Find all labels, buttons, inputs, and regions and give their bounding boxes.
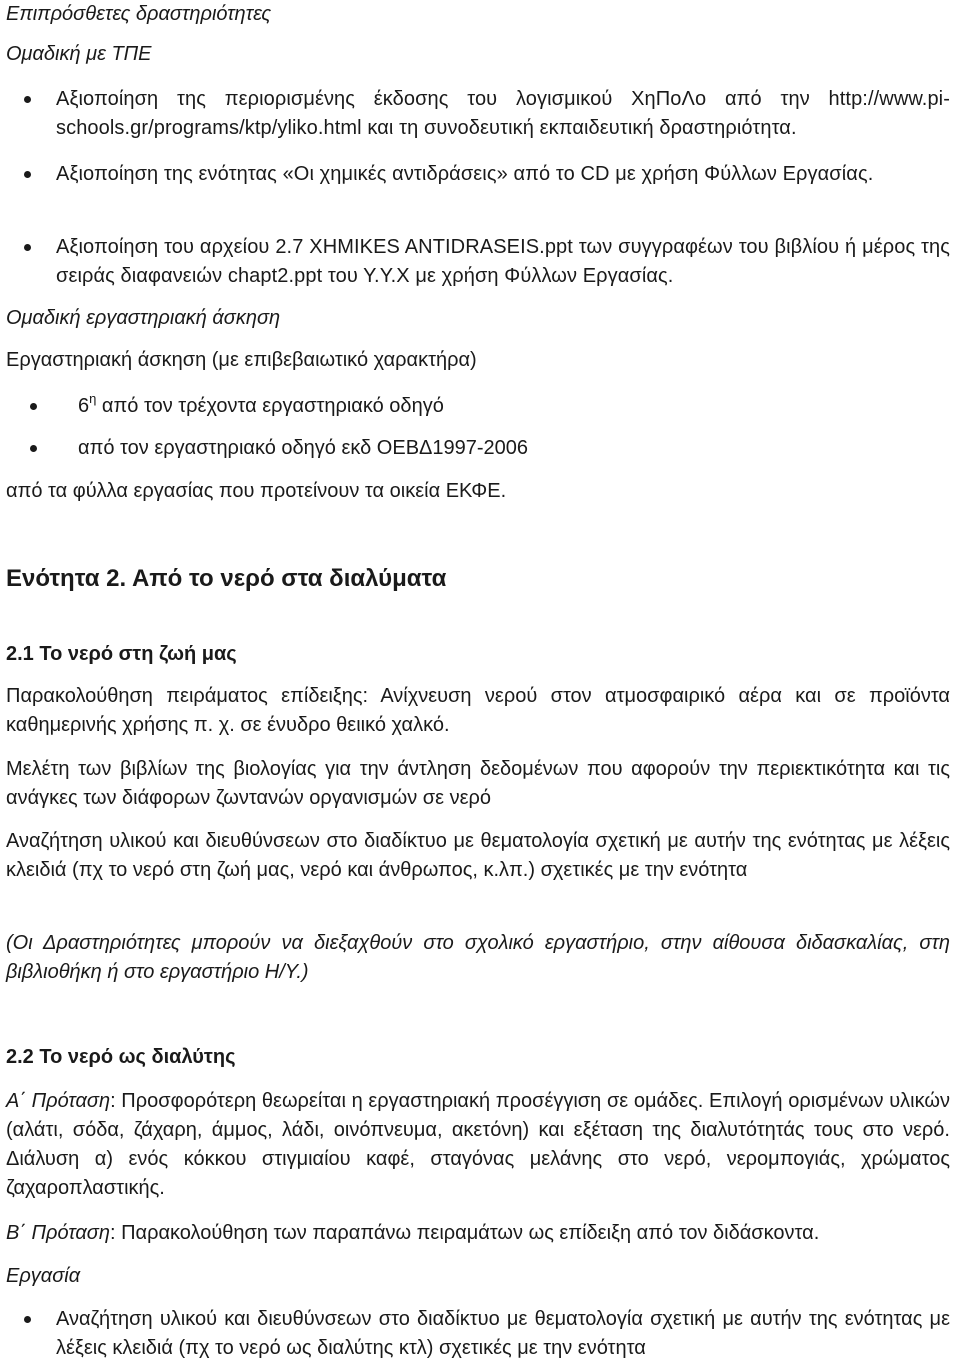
list-item	[6, 434, 950, 463]
ict-bullet-text: Αξιοποίηση της ενότητας «Οι χημικές αντιδράσεις» από το CD με χρήση Φύλλων Εργασίας.	[56, 163, 874, 185]
work-label: Εργασία	[6, 1265, 81, 1287]
lab-bullet-superscript: η	[89, 391, 97, 406]
list-item	[6, 233, 950, 291]
list-item	[6, 392, 950, 421]
bullet-icon	[24, 96, 31, 103]
paragraph-note: (Οι Δραστηριότητες μπορούν να διεξαχθούν στο σχολικό εργαστήριο, στην αίθουσα διδασκαλίας, στη βιβλιοθήκη ή στο εργαστήριο Η/Υ.)	[6, 932, 950, 983]
subsection-title-2-1: 2.1 Το νερό στη ζωή μας	[6, 643, 237, 665]
ict-bullet-text: Αξιοποίηση του αρχείου 2.7 XHMIKES ANTIDRASEIS.ppt των συγγραφέων του βιβλίου ή μέρος της σειράς διαφανειών chapt2.ppt του Υ.Υ.Χ με χρήση Φύλλων Εργασίας.	[56, 236, 950, 287]
group-ict-label: Ομαδική με ΤΠΕ	[6, 43, 152, 65]
proposal-a-text: : Προσφορότερη θεωρείται η εργαστηριακή προσέγγιση σε ομάδες. Επιλογή ορισμένων υλικών (αλάτι, σόδα, ζάχαρη, άμμος, λάδι, οινόπνευμα, ακετόνη) και εξέταση της διαλυτότητάς τους στο νερό. Διάλυση α) ενός κόκκου στιγμιαίου καφέ, σταγόνας μελάνης στο νερό, νερομπογιάς, χρώματος ζαχαροπλαστικής.	[6, 1090, 950, 1199]
list-item	[6, 1305, 950, 1363]
subsection-title-2-2: 2.2 Το νερό ως διαλύτης	[6, 1046, 236, 1068]
list-item	[6, 85, 950, 143]
extra-activities-heading: Επιπρόσθετες δραστηριότητες	[6, 3, 272, 25]
lab-outro: από τα φύλλα εργασίας που προτείνουν τα οικεία ΕΚΦΕ.	[6, 480, 507, 502]
work-bullet-list	[6, 1305, 950, 1363]
lab-bullet-list	[6, 392, 950, 463]
proposal-b	[6, 1219, 950, 1248]
lab-bullet-text: από τον τρέχοντα εργαστηριακό οδηγό	[96, 395, 444, 417]
paragraph: Παρακολούθηση πειράματος επίδειξης: Ανίχνευση νερού στον ατμοσφαιρικό αέρα και σε προϊόντα καθημερινής χρήσης π. χ. σε ένυδρο θειικό χαλκό.	[6, 685, 950, 736]
group-lab-label: Ομαδική εργαστηριακή άσκηση	[6, 307, 281, 329]
section-title: Ενότητα 2. Από το νερό στα διαλύματα	[6, 565, 447, 592]
bullet-icon	[30, 445, 37, 452]
ict-bullet-list	[6, 85, 950, 291]
bullet-icon	[24, 1316, 31, 1323]
proposal-b-text: : Παρακολούθηση των παραπάνω πειραμάτων ως επίδειξη από τον διδάσκοντα.	[109, 1222, 820, 1244]
bullet-icon	[24, 244, 31, 251]
lab-bullet-text: από τον εργαστηριακό οδηγό εκδ ΟΕΒΔ1997-2006	[78, 437, 529, 459]
lab-bullet-number: 6	[78, 395, 90, 417]
proposal-a	[6, 1087, 950, 1203]
paragraph: Μελέτη των βιβλίων της βιολογίας για την άντληση δεδομένων που αφορούν την περιεκτικότητα και τις ανάγκες των διάφορων ζωντανών οργανισμών σε νερό	[6, 758, 950, 809]
list-item	[6, 160, 950, 218]
bullet-icon	[24, 171, 31, 178]
bullet-icon	[30, 403, 37, 410]
ict-bullet-text: Αξιοποίηση της περιορισμένης έκδοσης του λογισμικού ΧηΠοΛο από την http://www.pi-schools.gr/programs/ktp/yliko.html και τη συνοδευτική εκπαιδευτική δραστηριότητα.	[56, 88, 950, 139]
paragraph: Αναζήτηση υλικού και διευθύνσεων στο διαδίκτυο με θεματολογία σχετική με αυτήν της ενότητας με λέξεις κλειδιά (πχ το νερό στη ζωή μας, νερό και άνθρωπος, κ.λπ.) σχετικές με την ενότητα	[6, 830, 950, 881]
proposal-b-label: Β΄ Πρόταση	[6, 1222, 110, 1244]
lab-intro: Εργαστηριακή άσκηση (με επιβεβαιωτικό χαρακτήρα)	[6, 349, 477, 371]
proposal-a-label: Α΄ Πρόταση	[6, 1090, 111, 1112]
work-bullet-text: Αναζήτηση υλικού και διευθύνσεων στο διαδίκτυο με θεματολογία σχετική με αυτήν της ενότητας με λέξεις κλειδιά (πχ το νερό ως διαλύτης κτλ) σχετικές με την ενότητα	[56, 1308, 950, 1359]
